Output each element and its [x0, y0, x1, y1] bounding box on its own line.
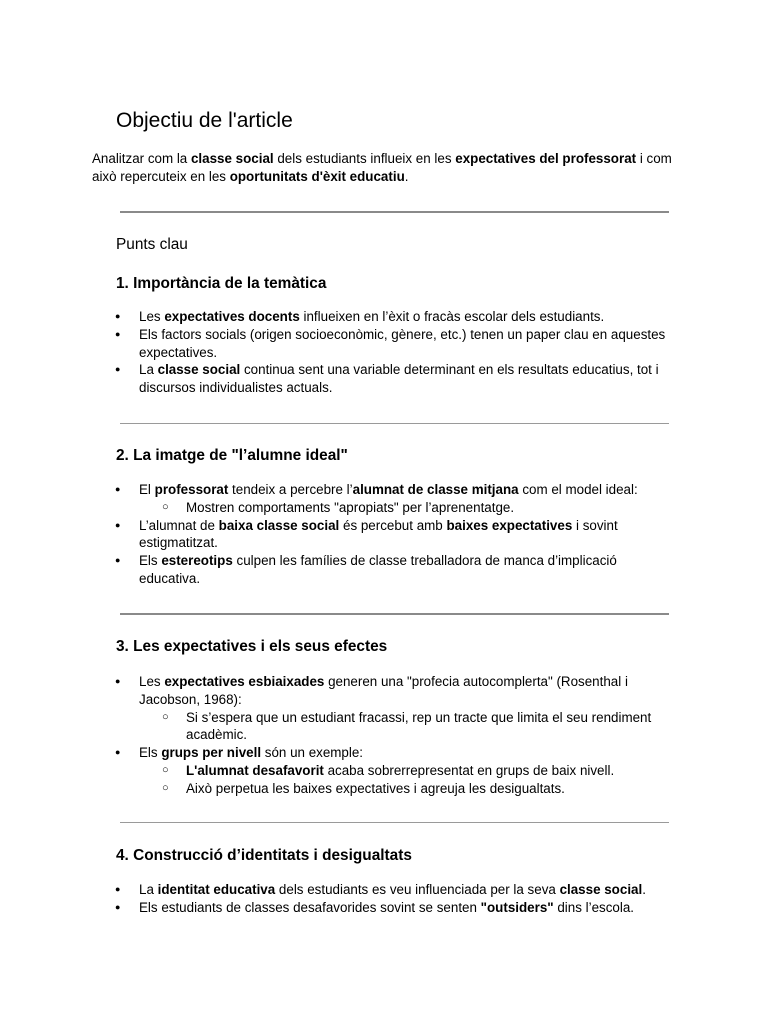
list-item: [139, 481, 669, 517]
intro-paragraph: [92, 150, 682, 186]
item-bold: classe social: [559, 882, 643, 897]
item-text: tendeix a percebre l’: [228, 482, 353, 497]
item-text: generen una "profecia autocomplerta" (Rosenthal i Jacobson, 1968):: [139, 674, 628, 707]
section-4-heading: 4. Construcció d’identitats i desigualtats: [116, 847, 412, 864]
divider: [120, 211, 669, 213]
list-item: [139, 308, 669, 326]
section-4-list: [139, 881, 669, 917]
sub-list-item: [186, 762, 669, 780]
intro-text: i com això repercuteix en les: [92, 151, 672, 184]
item-bold: grups per nivell: [161, 745, 262, 761]
sub-list-item: ○ Mostren comportaments "apropiats" per l’aprenentatge.: [186, 499, 669, 517]
list-item: [139, 552, 669, 588]
page-title: Objectiu de l'article: [116, 109, 293, 132]
intro-text: Analitzar com la: [92, 151, 191, 166]
item-bold: professorat: [154, 482, 229, 497]
intro-bold: classe social: [190, 151, 274, 166]
sub-list: [139, 762, 669, 798]
item-text: acaba sobrerrepresentat en grups de baix nivell.: [323, 762, 615, 778]
section-2-list: [139, 481, 669, 588]
item-bold: expectatives docents: [164, 309, 300, 324]
item-text: La: [139, 882, 158, 897]
item-text: Les: [139, 674, 165, 689]
item-text: .: [642, 882, 646, 897]
item-text: és percebut amb: [339, 517, 447, 533]
item-text: són un exemple:: [261, 745, 364, 761]
sub-list: [139, 709, 669, 745]
item-text: Els: [139, 553, 162, 569]
item-bold: expectatives esbiaixades: [164, 674, 325, 689]
item-text: dels estudiants es veu influenciada per la seva: [275, 882, 560, 897]
section-3-heading: 3. Les expectatives i els seus efectes: [116, 638, 388, 655]
item-text: Les: [139, 309, 165, 324]
item-text: continua sent una variable determinant en els resultats educatius, tot i discursos individualistes actuals.: [139, 362, 659, 396]
item-text: i sovint estigmatitzat.: [139, 517, 618, 551]
intro-text: dels estudiants influeix en les: [273, 151, 456, 166]
section-1-list: [139, 308, 669, 397]
list-item: [139, 361, 669, 397]
section-2-heading: 2. La imatge de "l’alumne ideal": [116, 447, 348, 464]
item-bold: estereotips: [161, 553, 233, 569]
item-text: Els estudiants de classes desafavorides sovint se senten: [139, 899, 481, 915]
intro-bold: expectatives del professorat: [455, 151, 637, 166]
item-bold: identitat educativa: [157, 882, 276, 897]
section-1-heading: 1. Importància de la temàtica: [116, 275, 327, 292]
list-item: [139, 881, 669, 899]
item-text: influeixen en l’èxit o fracàs escolar dels estudiants.: [299, 309, 605, 324]
list-item: [139, 517, 669, 553]
item-text: La: [139, 362, 158, 378]
divider: [120, 423, 669, 424]
key-points-heading: Punts clau: [116, 236, 188, 253]
intro-text: .: [404, 169, 409, 184]
item-bold: "outsiders": [480, 899, 554, 915]
item-text: Els: [139, 745, 162, 761]
list-item: ● Els factors socials (origen socioeconòmic, gènere, etc.) tenen un paper clau en aquestes expectatives.: [139, 326, 669, 362]
sub-list-item: ○ Això perpetua les baixes expectatives i agreuja les desigualtats.: [186, 780, 669, 798]
section-3-list: [139, 673, 669, 798]
item-text: dins l’escola.: [553, 899, 635, 915]
item-bold: baixes expectatives: [446, 517, 573, 533]
item-text: com el model ideal:: [518, 482, 638, 497]
divider: [120, 613, 669, 615]
divider: [120, 822, 669, 823]
sub-list-item: ○ Si s’espera que un estudiant fracassi, rep un tracte que limita el seu rendiment acadèmic.: [186, 709, 669, 745]
item-text: L’alumnat de: [139, 517, 219, 533]
item-text: El: [139, 482, 155, 497]
item-bold: baixa classe social: [218, 517, 340, 533]
item-bold: classe social: [157, 362, 241, 378]
sub-list: [139, 499, 669, 517]
list-item: [139, 899, 669, 917]
list-item: [139, 744, 669, 797]
intro-bold: oportunitats d'èxit educatiu: [229, 169, 405, 184]
item-text: culpen les famílies de classe treballadora de manca d’implicació educativa.: [139, 553, 617, 586]
item-bold: alumnat de classe mitjana: [352, 482, 519, 497]
item-bold: L'alumnat desafavorit: [186, 762, 324, 778]
list-item: [139, 673, 669, 744]
